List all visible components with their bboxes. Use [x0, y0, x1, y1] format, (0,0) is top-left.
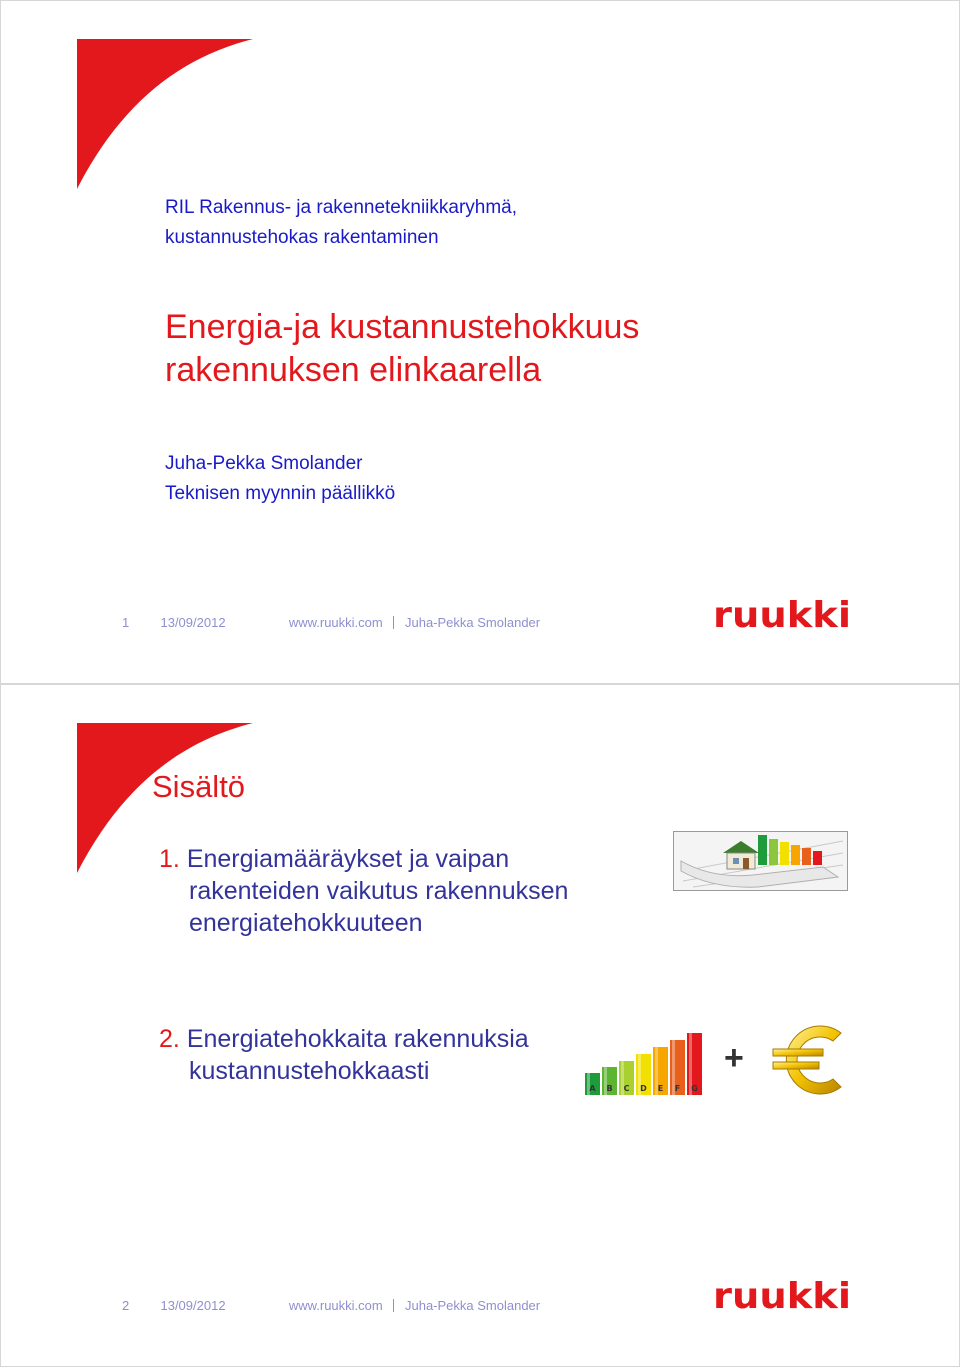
- organization-line-2: kustannustehokas rakentaminen: [165, 227, 439, 248]
- list-item-1: [159, 843, 568, 939]
- author-name: Juha-Pekka Smolander: [165, 453, 363, 474]
- footer-presenter: Juha-Pekka Smolander: [404, 1298, 541, 1313]
- plus-sign: +: [724, 1039, 744, 1077]
- footer-date: 13/09/2012: [160, 615, 226, 630]
- item-1-line-3: energiatehokkuuteen: [189, 909, 423, 937]
- item-1-number: 1.: [159, 845, 180, 873]
- ruukki-logo: [713, 597, 851, 633]
- logo-text: ruukki: [713, 1278, 851, 1314]
- main-title-line-1: Energia-ja kustannustehokkuus: [165, 308, 640, 346]
- slide-2: [0, 684, 960, 1367]
- footer-separator: [393, 616, 394, 629]
- ruukki-logo: [713, 1278, 851, 1314]
- item-2-line-2: kustannustehokkaasti: [189, 1057, 430, 1085]
- item-2-number: 2.: [159, 1025, 180, 1053]
- footer: [122, 615, 540, 630]
- energy-label-c: C: [623, 1084, 630, 1093]
- item-1-line-1: Energiamääräykset ja vaipan: [186, 845, 510, 873]
- page-number: 2: [122, 1298, 130, 1313]
- footer-presenter: Juha-Pekka Smolander: [404, 615, 541, 630]
- footer-url[interactable]: www.ruukki.com: [288, 1298, 383, 1313]
- euro-coin-image: [767, 1021, 847, 1099]
- energy-label-f: F: [674, 1084, 681, 1093]
- energy-label-a: A: [589, 1084, 596, 1093]
- energy-bars-image: [583, 1027, 719, 1097]
- energy-label-d: D: [640, 1084, 647, 1093]
- page-number: 1: [122, 615, 130, 630]
- logo-text: ruukki: [713, 597, 851, 633]
- energy-label-e: E: [657, 1084, 664, 1093]
- energy-label-g: G: [691, 1084, 698, 1093]
- energy-house-image: [673, 831, 848, 891]
- footer-separator: [393, 1299, 394, 1312]
- organization-line-1: RIL Rakennus- ja rakennetekniikkaryhmä,: [165, 197, 518, 218]
- main-title-line-2: rakennuksen elinkaarella: [165, 351, 542, 389]
- list-item-2: [159, 1023, 529, 1087]
- author-role: Teknisen myynnin päällikkö: [165, 483, 396, 504]
- footer-url[interactable]: www.ruukki.com: [288, 615, 383, 630]
- footer: [122, 1298, 540, 1313]
- section-title: Sisältö: [152, 769, 246, 804]
- red-swoosh-graphic: [77, 39, 257, 191]
- item-1-line-2: rakenteiden vaikutus rakennuksen: [189, 877, 569, 905]
- energy-label-b: B: [606, 1084, 613, 1093]
- footer-date: 13/09/2012: [160, 1298, 226, 1313]
- item-2-line-1: Energiatehokkaita rakennuksia: [186, 1025, 529, 1053]
